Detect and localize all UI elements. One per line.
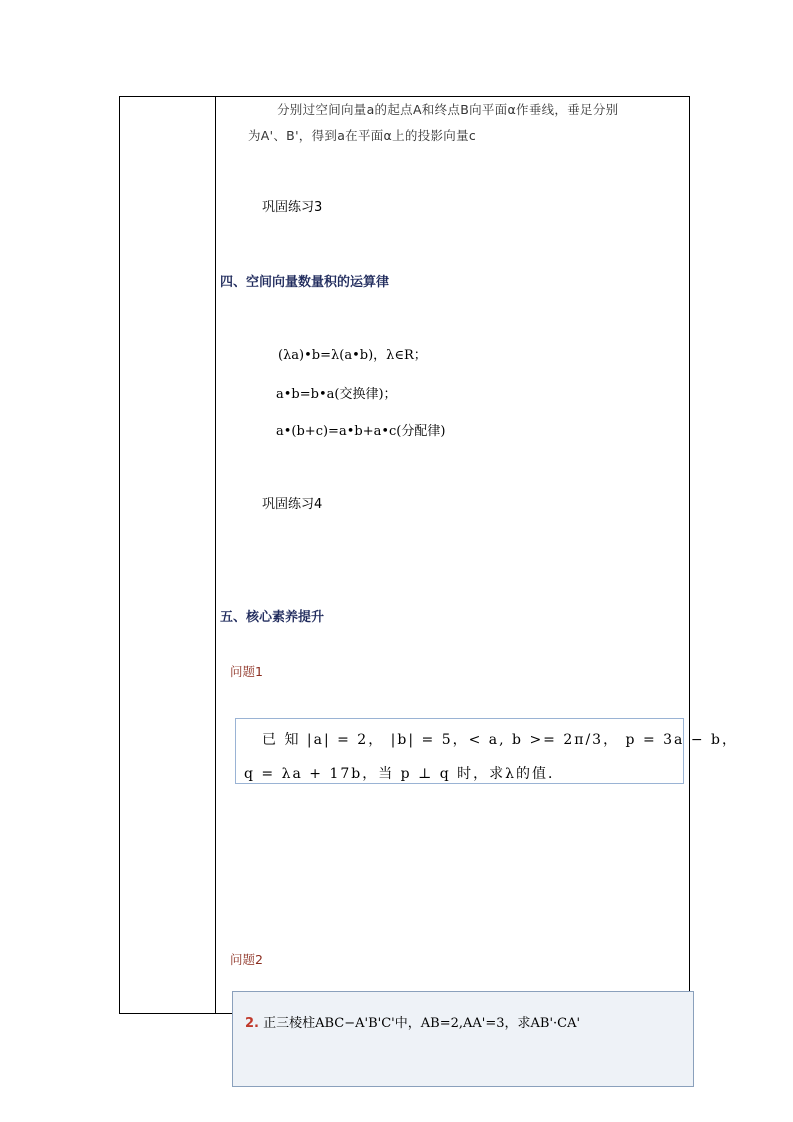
projection-text-line1: 分别过空间向量a的起点A和终点B向平面α作垂线，垂足分别: [277, 102, 619, 117]
problem-2-box: [232, 991, 694, 1087]
problem-2-text: 正三棱柱ABC−A'B'C'中，AB=2,AA'=3，求AB'·CA': [263, 1016, 581, 1031]
problem-1-box: [235, 718, 738, 784]
question-2-label: 问题2: [230, 952, 263, 967]
practice-3-label: 巩固练习3: [262, 200, 323, 215]
table-left-column: [119, 96, 216, 1014]
law-associative-scalar: (λa)•b=λ(a•b)，λ∈R；: [278, 348, 427, 363]
section-4-heading: 四、空间向量数量积的运算律: [220, 275, 390, 290]
table-right-column: [216, 96, 690, 1014]
law-commutative: a•b=b•a(交换律)；: [276, 387, 397, 402]
problem-2-text-line: [245, 1012, 580, 1031]
problem-1-line1: 已 知 |a| = 2， |b| = 5，< a, b >= 2π/3， p = 3a − b，: [262, 732, 738, 748]
section-5-heading: 五、核心素养提升: [220, 610, 325, 625]
practice-4-label: 巩固练习4: [262, 497, 323, 512]
problem-1-line2: q = λa + 17b，当 p ⊥ q 时，求λ的值．: [244, 766, 564, 782]
question-1-label: 问题1: [230, 664, 263, 679]
problem-2-number: 2.: [245, 1016, 259, 1031]
law-distributive: a•(b+c)=a•b+a•c(分配律): [276, 424, 446, 439]
projection-text-line2: 为A'、B'，得到a在平面α上的投影向量c: [248, 128, 477, 143]
